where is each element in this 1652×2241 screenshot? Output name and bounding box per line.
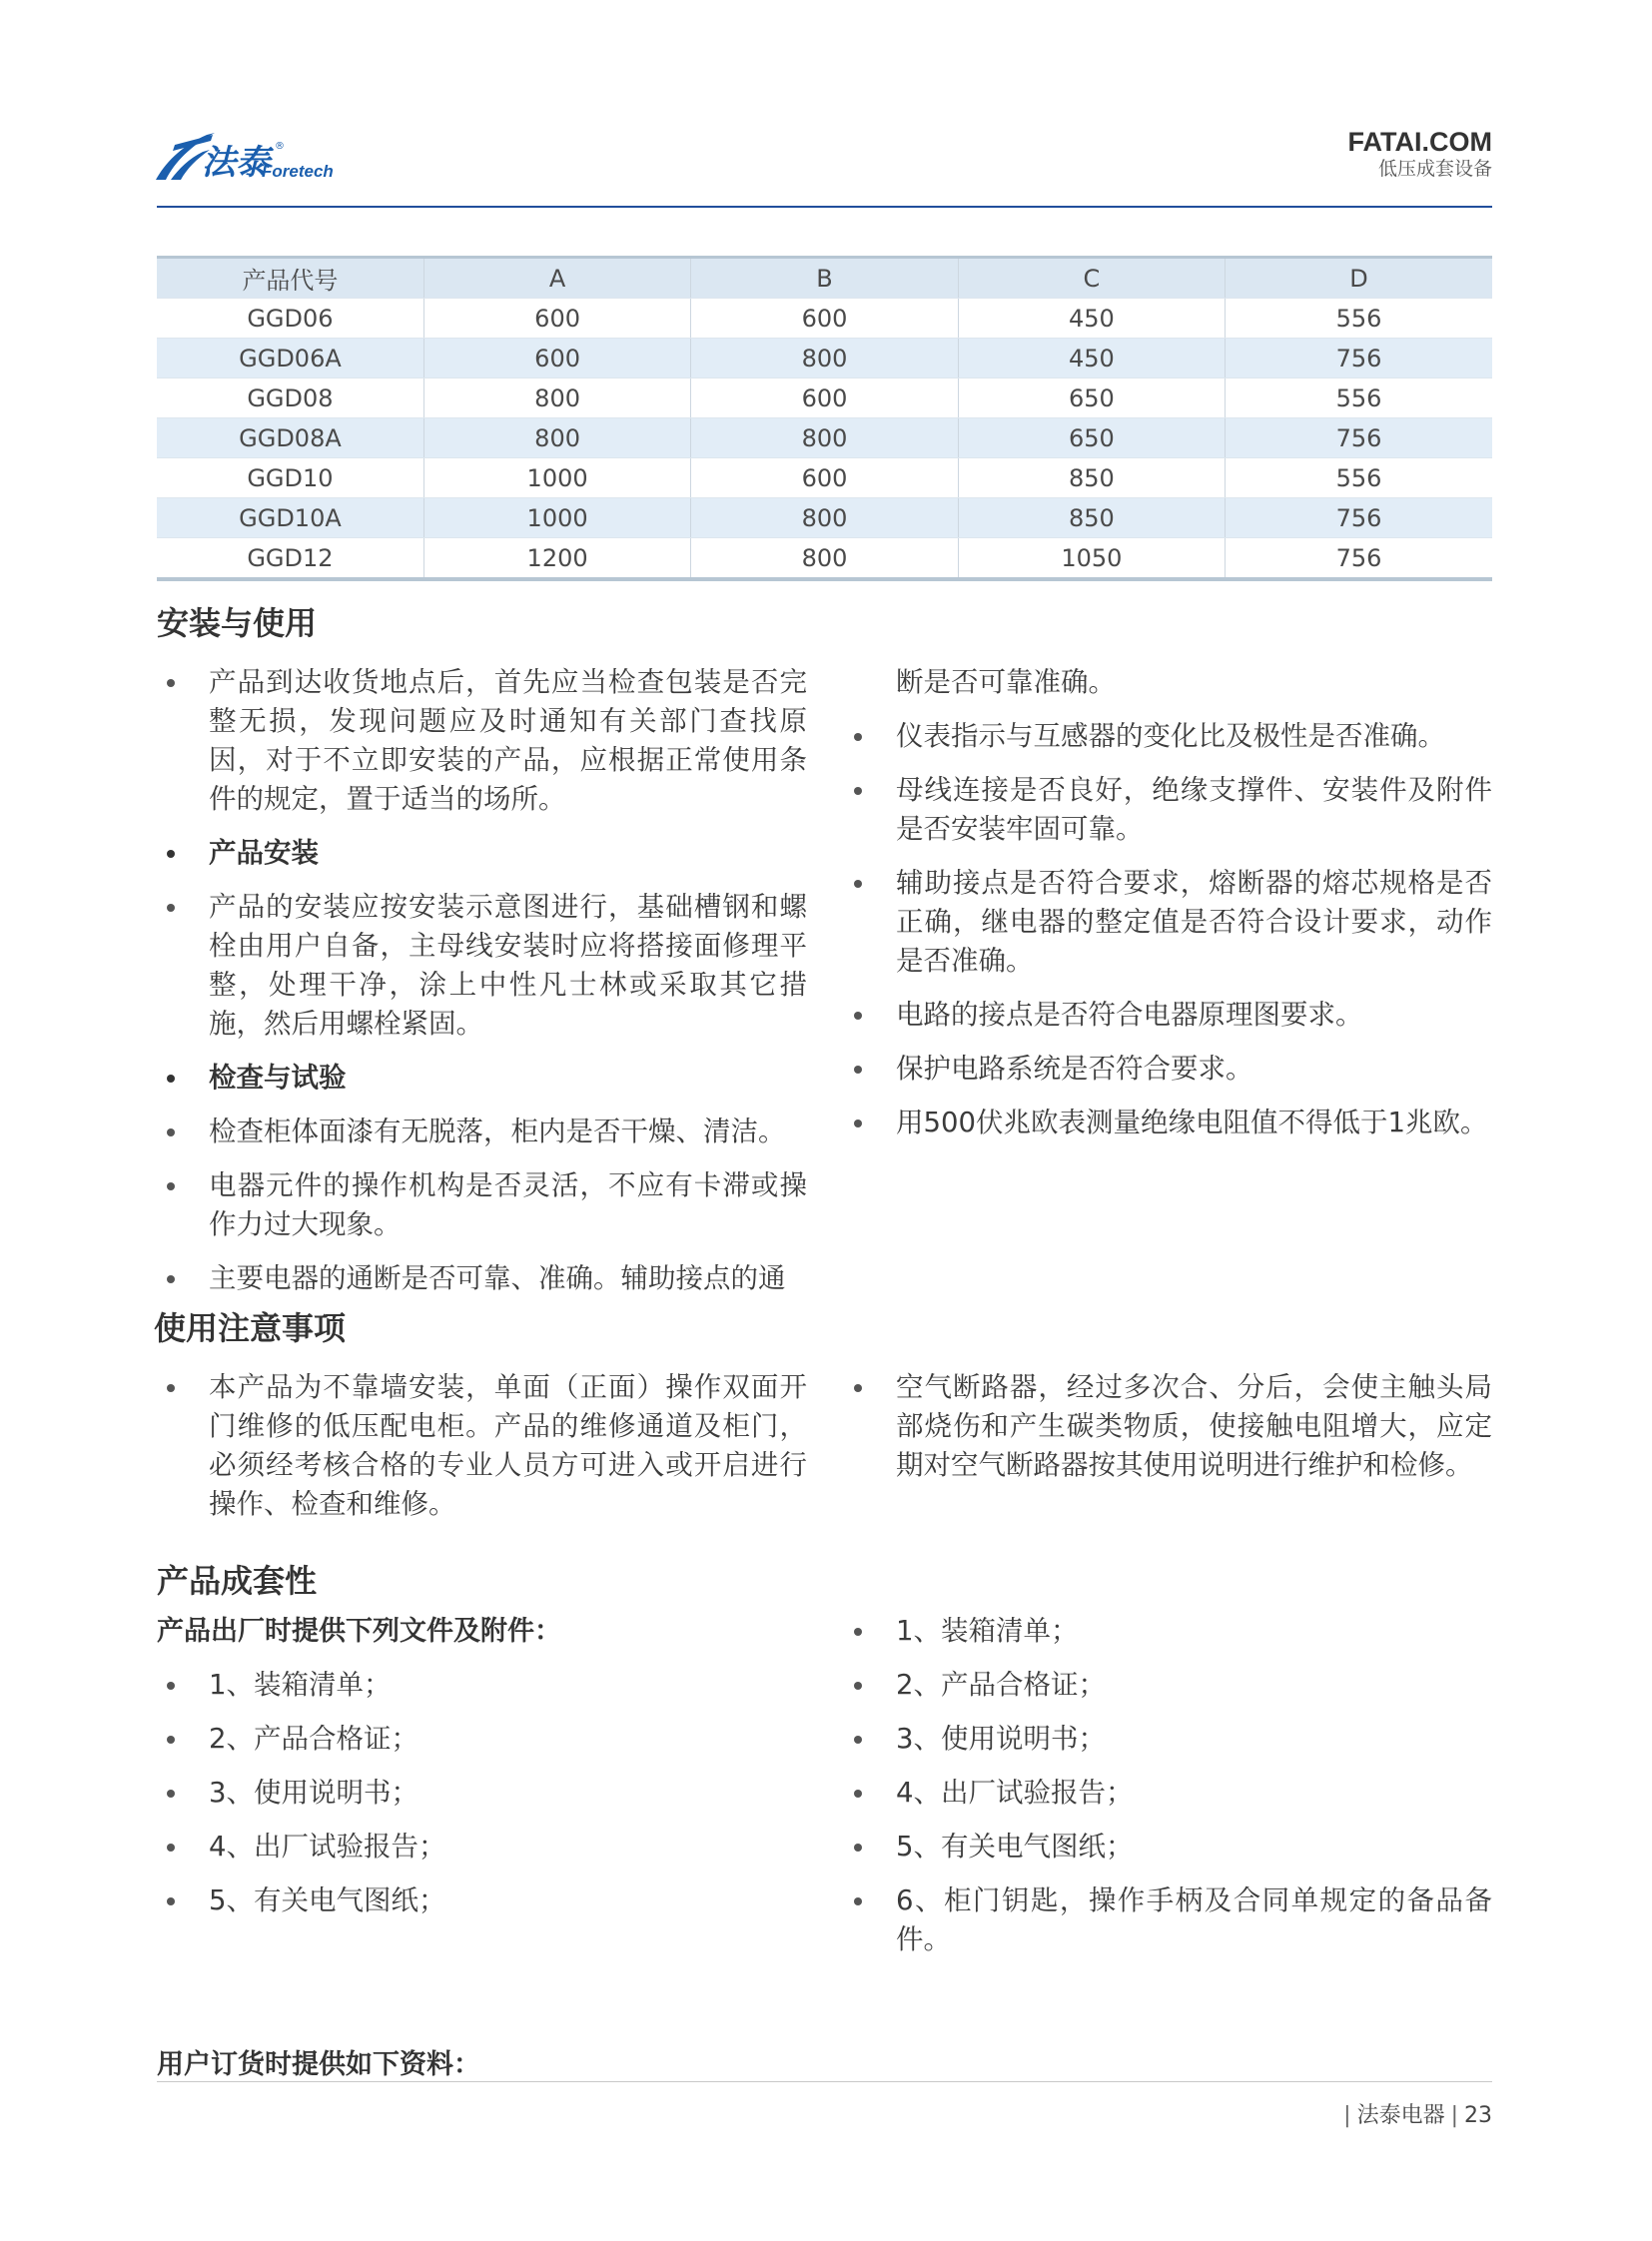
table-cell: GGD12 <box>157 538 423 580</box>
kit-item-text: 4、出厂试验报告； <box>896 1777 1134 1809</box>
list-item <box>157 1828 807 1867</box>
order-info-heading: 用户订货时提供如下资料： <box>157 2049 480 2080</box>
table-cell: 800 <box>691 418 958 458</box>
logo-graphic <box>155 131 345 183</box>
logo-registered-mark: ® <box>275 141 285 152</box>
table-cell: GGD10 <box>157 458 423 498</box>
table-cell: 800 <box>423 418 690 458</box>
table-row <box>157 538 1492 580</box>
column-header: 产品代号 <box>157 258 423 299</box>
list-item <box>157 663 807 819</box>
check-item-text: 仪表指示与互感器的变化比及极性是否准确。 <box>896 720 1445 752</box>
column-header: A <box>423 258 690 299</box>
bullet-icon <box>854 1066 862 1074</box>
bullet-icon <box>167 1790 175 1798</box>
table-cell: 600 <box>691 378 958 418</box>
check-item-text: 主要电器的通断是否可靠、准确。辅助接点的通 <box>209 1262 786 1294</box>
table-row <box>157 458 1492 498</box>
kit-right-column <box>844 1612 1492 1974</box>
section-title-kit: 产品成套性 <box>157 1562 318 1600</box>
note-text: 本产品为不靠墙安装，单面（正面）操作双面开门维修的低压配电柜。产品的维修通道及柜门，必须经考核合格的专业人员方可进入或开启进行操作、检查和维修。 <box>209 1371 807 1520</box>
table-cell: 800 <box>691 339 958 378</box>
list-item <box>844 1828 1492 1867</box>
list-item-continuation <box>844 663 1492 702</box>
kit-item-text: 6、柜门钥匙，操作手柄及合同单规定的备品备件。 <box>896 1884 1492 1955</box>
table-cell: GGD06 <box>157 299 423 339</box>
bullet-icon <box>854 880 862 888</box>
table-cell: 556 <box>1226 378 1492 418</box>
list-item <box>157 1368 807 1524</box>
bullet-icon <box>167 1736 175 1744</box>
table-cell: GGD08 <box>157 378 423 418</box>
list-item <box>157 1113 807 1151</box>
check-item-text: 辅助接点是否符合要求，熔断器的熔芯规格是否正确，继电器的整定值是否符合设计要求，动作是否准确。 <box>896 867 1492 977</box>
list-item <box>157 888 807 1044</box>
table-cell: 600 <box>423 299 690 339</box>
list-item <box>157 1259 807 1298</box>
check-item-text: 断是否可靠准确。 <box>896 666 1116 698</box>
list-item <box>844 1720 1492 1759</box>
check-item-text: 电器元件的操作机构是否灵活，不应有卡滞或操作力过大现象。 <box>209 1169 807 1240</box>
bullet-icon <box>167 1275 175 1283</box>
section-title-install: 安装与使用 <box>157 604 318 642</box>
list-item <box>844 1774 1492 1813</box>
check-item-text: 用500伏兆欧表测量绝缘电阻值不得低于1兆欧。 <box>896 1107 1488 1138</box>
table-cell: GGD08A <box>157 418 423 458</box>
page-footer <box>1337 2101 1492 2131</box>
header-divider <box>157 206 1492 208</box>
bullet-icon <box>854 1628 862 1636</box>
check-item-text: 母线连接是否良好，绝缘支撑件、安装件及附件是否安装牢固可靠。 <box>896 774 1492 845</box>
table-cell: 800 <box>423 378 690 418</box>
notes-right-column <box>844 1368 1492 1500</box>
table-row <box>157 378 1492 418</box>
notes-left-column <box>157 1368 807 1539</box>
table-cell: 1000 <box>423 498 690 538</box>
section-title-notes: 使用注意事项 <box>154 1309 347 1347</box>
install-right-column <box>844 663 1492 1157</box>
footer-separator: | <box>1450 2103 1458 2128</box>
list-item <box>844 1612 1492 1651</box>
table-cell: 650 <box>958 378 1225 418</box>
table-cell: 756 <box>1226 339 1492 378</box>
table-cell: 850 <box>958 458 1225 498</box>
kit-item-text: 2、产品合格证； <box>209 1723 418 1755</box>
table-cell: 600 <box>691 458 958 498</box>
list-item <box>844 1104 1492 1142</box>
list-item <box>844 717 1492 756</box>
bullet-icon <box>167 1182 175 1190</box>
install-text: 产品的安装应按安装示意图进行，基础槽钢和螺栓由用户自备，主母线安装时应将搭接面修理平整，处理干净，涂上中性凡士林或采取其它措施，然后用螺栓紧固。 <box>209 891 807 1040</box>
table-cell: 756 <box>1226 538 1492 580</box>
list-item <box>157 1881 807 1920</box>
footer-brand: 法泰电器 <box>1356 2103 1445 2128</box>
bullet-icon <box>167 850 175 858</box>
kit-item-text: 1、装箱清单； <box>896 1615 1079 1647</box>
table-cell: 556 <box>1226 299 1492 339</box>
note-text: 空气断路器，经过多次合、分后，会使主触头局部烧伤和产生碳类物质，使接触电阻增大，应定期对空气断路器按其使用说明进行维护和检修。 <box>896 1371 1492 1481</box>
factory-documents-heading: 产品出厂时提供下列文件及附件： <box>157 1616 561 1647</box>
bullet-icon <box>854 1897 862 1905</box>
bullet-icon <box>854 1736 862 1744</box>
footer-divider <box>157 2081 1492 2082</box>
table-header-row <box>157 258 1492 299</box>
list-item <box>157 1720 807 1759</box>
page-number: 23 <box>1464 2103 1492 2128</box>
kit-item-text: 5、有关电气图纸； <box>209 1884 446 1916</box>
table-row <box>157 299 1492 339</box>
bullet-icon <box>167 904 175 912</box>
bullet-icon <box>854 1012 862 1020</box>
kit-left-column <box>157 1612 807 1935</box>
table-row <box>157 339 1492 378</box>
bullet-icon <box>854 733 862 741</box>
kit-item-text: 4、出厂试验报告； <box>209 1831 446 1863</box>
bullet-icon <box>167 1897 175 1905</box>
kit-item-text: 5、有关电气图纸； <box>896 1831 1134 1863</box>
kit-item-text: 3、使用说明书； <box>209 1777 418 1809</box>
logo-english-text: Foretech <box>262 162 334 181</box>
table-cell: 450 <box>958 339 1225 378</box>
table-row <box>157 418 1492 458</box>
bullet-icon <box>167 679 175 687</box>
list-item <box>844 1881 1492 1959</box>
table-cell: 756 <box>1226 498 1492 538</box>
table-row <box>157 498 1492 538</box>
check-item-text: 保护电路系统是否符合要求。 <box>896 1053 1253 1085</box>
list-item <box>157 834 807 873</box>
column-header: D <box>1226 258 1492 299</box>
list-item <box>844 1368 1492 1485</box>
list-item <box>844 1666 1492 1705</box>
site-name: FATAI.COM <box>1347 127 1492 157</box>
logo-chinese-text: 法泰 <box>202 143 270 183</box>
list-item <box>844 1050 1492 1089</box>
install-subheading: 产品安装 <box>209 837 319 869</box>
bullet-icon <box>854 1682 862 1690</box>
table-cell: 756 <box>1226 418 1492 458</box>
table-cell: GGD06A <box>157 339 423 378</box>
foretech-logo <box>155 131 345 183</box>
bullet-icon <box>167 1075 175 1083</box>
list-item <box>844 864 1492 981</box>
bullet-icon <box>167 1682 175 1690</box>
check-item-text: 电路的接点是否符合电器原理图要求。 <box>896 999 1363 1031</box>
table-cell: 600 <box>423 339 690 378</box>
catalog-subtitle: 低压成套设备 <box>1377 158 1492 180</box>
footer-separator: | <box>1343 2103 1351 2128</box>
list-item <box>157 1059 807 1098</box>
table-cell: 1000 <box>423 458 690 498</box>
table-cell: 800 <box>691 498 958 538</box>
bullet-icon <box>854 1120 862 1127</box>
column-header: C <box>958 258 1225 299</box>
kit-item-text: 3、使用说明书； <box>896 1723 1106 1755</box>
table-cell: 1050 <box>958 538 1225 580</box>
install-intro-text: 产品到达收货地点后，首先应当检查包装是否完整无损，发现问题应及时通知有关部门查找原因，对于不立即安装的产品，应根据正常使用条件的规定，置于适当的场所。 <box>209 666 807 815</box>
list-item <box>157 1666 807 1705</box>
kit-item-text: 1、装箱清单； <box>209 1669 392 1701</box>
check-subheading: 检查与试验 <box>209 1062 347 1094</box>
check-item-text: 检查柜体面漆有无脱落，柜内是否干燥、清洁。 <box>209 1116 786 1147</box>
bullet-icon <box>167 1384 175 1392</box>
table-cell: 450 <box>958 299 1225 339</box>
bullet-icon <box>167 1128 175 1136</box>
list-item <box>844 771 1492 849</box>
table-cell: 800 <box>691 538 958 580</box>
dimension-table <box>157 256 1492 581</box>
list-item <box>157 1166 807 1244</box>
list-item <box>157 1774 807 1813</box>
table-cell: 600 <box>691 299 958 339</box>
table-cell: 650 <box>958 418 1225 458</box>
table-cell: 1200 <box>423 538 690 580</box>
bullet-icon <box>854 1844 862 1852</box>
table-cell: 556 <box>1226 458 1492 498</box>
install-left-column <box>157 663 807 1313</box>
bullet-icon <box>167 1844 175 1852</box>
table-cell: GGD10A <box>157 498 423 538</box>
table-cell: 850 <box>958 498 1225 538</box>
bullet-icon <box>854 1384 862 1392</box>
bullet-icon <box>854 1790 862 1798</box>
bullet-icon <box>854 787 862 795</box>
kit-item-text: 2、产品合格证； <box>896 1669 1106 1701</box>
list-item <box>844 996 1492 1035</box>
column-header: B <box>691 258 958 299</box>
